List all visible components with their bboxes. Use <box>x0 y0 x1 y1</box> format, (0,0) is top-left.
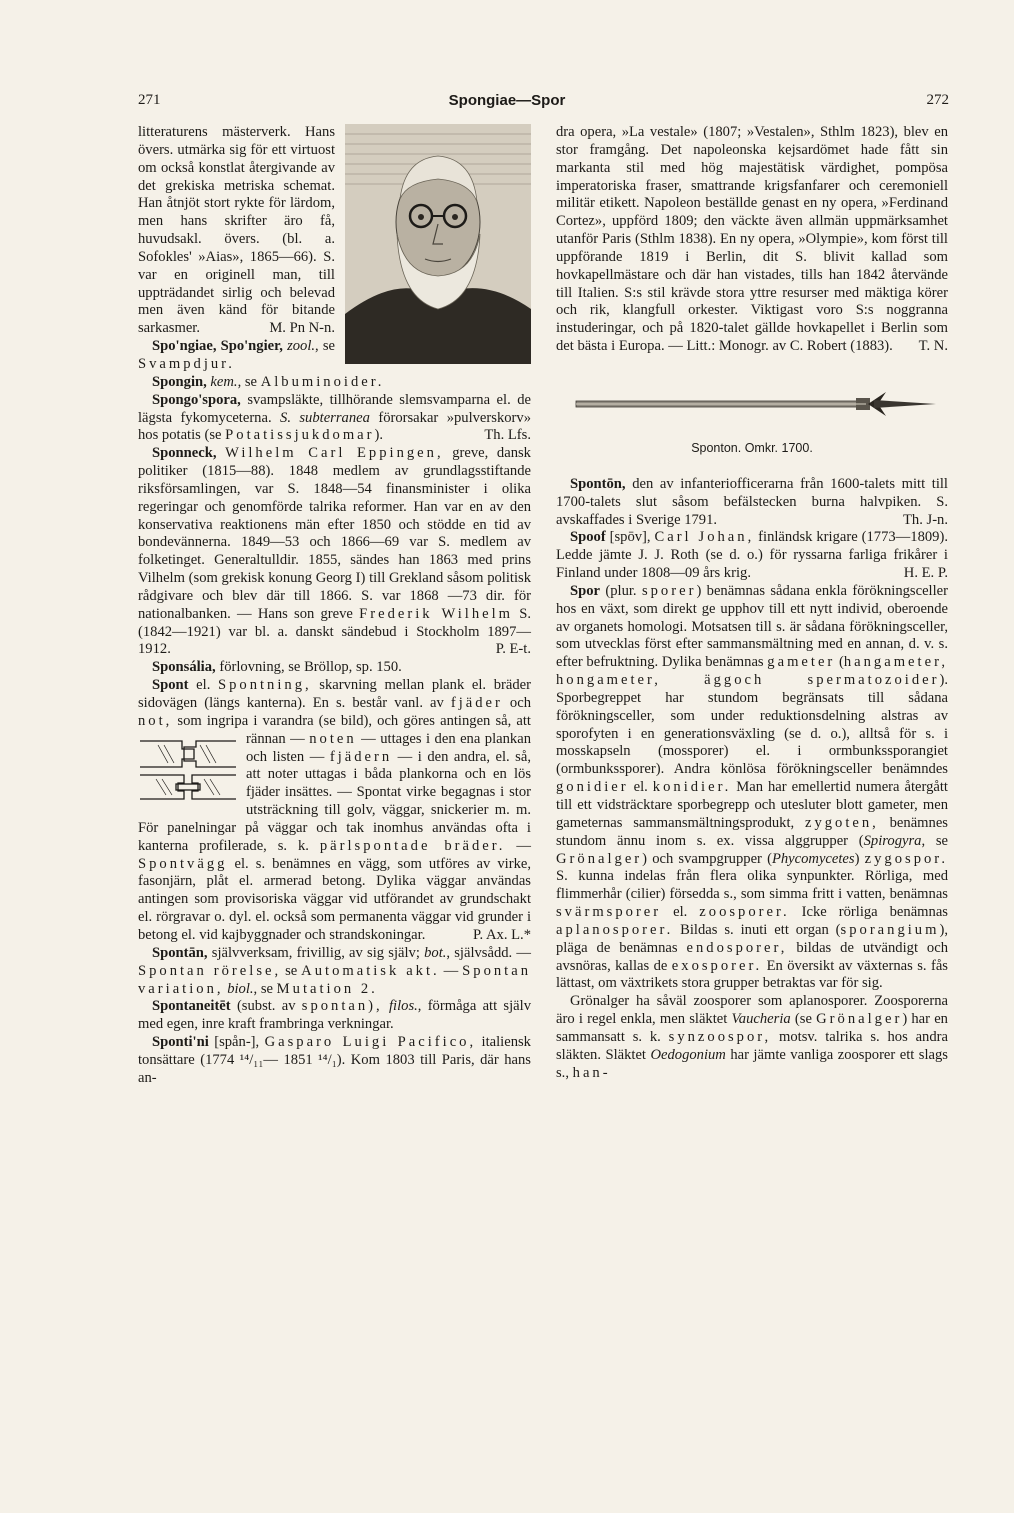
entry-text: Icke rörliga benämnas <box>801 904 948 921</box>
term: gameter <box>767 654 836 671</box>
portrait-image <box>345 124 531 364</box>
abbreviation: zool. <box>287 338 316 355</box>
term: svärmsporer <box>556 904 662 921</box>
portrait-engraving <box>345 124 531 364</box>
abbreviation: filos. <box>388 998 418 1015</box>
author-signature: T. N. <box>918 338 948 355</box>
entry-text: Bildas s. inuti ett organ ( <box>680 921 841 938</box>
term: fjäder <box>450 695 503 711</box>
entry-text: (plur. <box>605 582 637 599</box>
entry-text: svampsläkte, tillhörande slemsvamparna el. de lägsta fykomyceterna. <box>138 391 531 426</box>
entry-headword: Sponsália, <box>152 659 216 676</box>
entry-sponsalia <box>138 659 531 677</box>
entry-continuation <box>556 124 948 356</box>
sponton-figure <box>556 374 948 434</box>
entry-text: el. <box>633 779 648 796</box>
entry-spor-gronalger <box>556 993 948 1082</box>
right-column <box>556 124 948 1083</box>
term: exosporer. <box>671 957 763 974</box>
entry-text: el. <box>673 904 688 921</box>
entry-text: ), pläga de benämnas <box>556 921 948 956</box>
left-column <box>138 124 531 1088</box>
term: spontan), <box>301 998 383 1015</box>
person-name: Wilhelm Carl Eppingen, <box>225 445 444 462</box>
entry-headword: Spoof <box>570 529 606 546</box>
person-name: Carl Johan, <box>654 529 755 546</box>
page-number-right: 272 <box>926 92 949 108</box>
term: not, <box>138 712 173 729</box>
abbreviation: bot. <box>424 944 447 961</box>
entry-text: förorsakar »pulverskorv» hos potatis (se <box>138 409 531 444</box>
entry-text: , se <box>315 338 335 355</box>
entry-text: (se <box>794 1011 812 1028</box>
sponton-illustration <box>556 374 948 434</box>
entry-text: , se <box>921 832 948 849</box>
term: Spontvägg <box>138 855 228 872</box>
term: Spontan rörelse, <box>138 962 282 979</box>
entry-text: — <box>516 837 531 854</box>
entry-text: dra opera, »La vestale» (1807; »Vestalen», Sthlm 1823), blev en stor framgång. Det napoleonska kejsardömet hade fått sin markanta stil med hög majestätisk värdighet, pompösa imperatoriska fraser, smattrande krigsfanfarer och ceremoniell militär etikett. Napoleon beställde genast en ny opera, »Ferdinand Cortez», uppförd 1809; den väckte även allmän uppmärksamhet utanför Paris (Sthlm 1838). En ny opera, »Olympie», kom först till uppförande 1819 i Berlin, dit S. blivit kallad som hovkapellmästare och där han vistades, tills han 1842 återvände till Italien. S:s stil krävde stora yttre resurser med mäktiga körer och rik, klangfull orkester. Viktigast voro S:s noggranna instuderingar, och på 1820-talet gällde hovkapellet i Berlin som det bästa i Europa. — Litt.: Monogr. av C. Robert (1883). <box>556 124 948 355</box>
entry-text: S. kunna indelas från flera olika synpunkter. Rörliga, med flimmerhår (cilier) försedda s., som simma fritt i vatten, benämnas <box>556 868 948 903</box>
figure-caption: Sponton. Omkr. 1700. <box>691 440 813 455</box>
entry-sponneck <box>138 445 531 659</box>
entry-headword: Spongo'spora, <box>152 391 241 408</box>
term: aplanosporer. <box>556 921 674 938</box>
author-signature: P. E-t. <box>495 641 531 658</box>
entry-sponton <box>556 476 948 530</box>
joint-diagram <box>138 735 238 805</box>
entry-text: greve, dansk politiker (1815—88). 1848 medlem av grundlagsstiftande riksförsamlingen, var S. 1848—54 finansminister i olika regeringar och genomförde talrika reformer. Han var en av den konservativa reaktionens män efter 1850 och stödde en tid av bondevännerna. 1849—53 och 1866—69 var S. medlem av folketinget. Generaltulldir. 1855, sändes han 1863 med prins Vilhelm (som grekisk konung Georg I) till Grekland såsom politisk rådgivare och blev där till 1866. S. var 1868 —73 dir. för nationalbanken. — Hans son greve <box>138 445 531 622</box>
cross-reference: Automatisk akt. <box>301 962 440 979</box>
page-number-left: 271 <box>138 92 161 108</box>
entry-text: Grönalger ha såväl zoosporer som aplanosporer. Zoosporerna äro i regel enkla, men släktet <box>556 993 948 1028</box>
term: gonidier <box>556 779 629 796</box>
species-name: Spirogyra <box>863 832 922 849</box>
term: zoosporer. <box>699 904 790 921</box>
entry-spongin <box>138 374 531 392</box>
entry-text: motsv. talrika s. hos andra släkten. Släktet <box>556 1028 948 1063</box>
term: synzoospor, <box>668 1028 772 1045</box>
entry-headword: Spont <box>152 677 189 694</box>
entry-text: el. <box>196 677 211 694</box>
entry-text: förlovning, se <box>219 659 301 676</box>
page-header <box>0 92 1014 116</box>
entry-text: — i den andra, el. så, att noter uttagas i båda plankorna och en lös fjäder insättes. — Spontat virke begagnas i stor utsträckning till golv, väggar, snickerier m. m. För panelningar på väggar och tak inomhus användas ofta i kanterna profilerade, s. k. <box>138 748 531 854</box>
entry-text: och <box>509 695 531 711</box>
species-name: Phycomycetes <box>771 850 855 867</box>
entry-text: En översikt av växternas s. fås lättast, om växtrikets stora grupper betraktas var för sig. <box>556 957 948 992</box>
term: han- <box>572 1064 611 1081</box>
entry-text: ) benämnas sådana enkla förökningsceller hos en växt, som direkt ge upphov till ett nytt individ, oberoende av organets homologi. Motsatsen till s. är sådana förökningsceller, som utvecklas först efter sammansmältning med en annan, d. v. s. efter befruktning. Dylika benämnas <box>556 582 948 671</box>
entry-text: har jämte vanliga zoosporer ett slags s., <box>556 1046 948 1081</box>
entry-text: ) har en sammansatt s. k. <box>556 1011 948 1045</box>
entry-text: benämnes stundom ännu inom s. ex. vissa alggrupper ( <box>556 814 948 849</box>
entry-headword: Spo'ngiae, Spo'ngier, <box>152 338 283 355</box>
term: Spontan variation, <box>138 962 531 997</box>
author-signature: P. Ax. L.* <box>473 926 531 943</box>
cross-reference: Mutation 2. <box>276 980 378 997</box>
entry-text: , självsådd. — <box>446 944 531 961</box>
entry-text: självverksam, frivillig, av sig själv; <box>211 944 420 961</box>
entry-headword: Sponti'ni <box>152 1034 209 1051</box>
entry-text: ). Sporbegreppet har stundom begränsats till sådana förökningsceller, som under reduktionsdelning alstras av sporofyten i en generationsväxling (se d. o.), alltså för s. i mosskapseln (mossporer) el. i ormbunkssporangiet (ormbunkssporer). Andra könlösa förökningsceller benämndes <box>556 672 948 778</box>
entry-spontini <box>138 1034 531 1088</box>
author-signature: H. E. P. <box>903 565 948 582</box>
entry-spontan <box>138 945 531 999</box>
entry-text: finländsk krigare (1773—1809). Ledde jämte J. J. Roth (se d. o.) för ryssarna farliga frikårer i Finland under 1808—09 års krig. <box>556 529 948 582</box>
entry-spor <box>556 583 948 993</box>
entry-text: den av infanteriofficerarna från 1600-talets mitt till 1700-talets slut såsom befälstecken burna halvpiken. S. avskaffades i Sverige 1791. <box>556 475 948 528</box>
entry-spoof <box>556 529 948 583</box>
entry-text: , se <box>253 980 274 997</box>
entry-headword: Sponneck, <box>152 445 217 462</box>
entry-headword: Spor <box>570 582 601 599</box>
term: sporer <box>641 582 697 599</box>
entry-text: Man har emellertid numera återgått till ett vidsträcktare sporbegrepp och utesluter blott gameter, men gameternas sammansmältningsprodukt, <box>556 779 948 831</box>
entry-text: — <box>443 962 459 979</box>
entry-text: litteraturens mästerverk. Hans övers. utmärka sig för ett virtuost om också konstlat återgivande av det grekiska metriska schemat. Han åtnjöt stort rykte för lärdom, men hans skrifter äro få, huvudsakl. övers. (bl. a. Sofokles' »Aias», 1865—66). S. var en originell man, till uppträdandet sirlig och belevad men även känd för bitande sarkasmer. <box>138 124 335 337</box>
entry-text: ). <box>374 427 384 444</box>
species-name: S. subterranea <box>280 409 370 426</box>
cross-reference: Svampdjur. <box>138 355 235 372</box>
abbreviation: biol. <box>227 980 254 997</box>
entry-text: el. s. benämnes en vägg, som utföres av virke, fasonjärn, plåt el. armerad betong. Dylika väggar användas antingen som provisoriska väggar vid utförandet av grundschakt el. rörgravar o. dyl. el. också som permanenta väggar vid grunder i betong el. vid kajbyggnader och strandskoningar. <box>138 855 531 943</box>
author-signature: Th. J-n. <box>903 511 948 528</box>
entry-text: , förmåga att själv med egen, inre kraft frambringa verkningar. <box>138 998 531 1033</box>
entry-spongospora <box>138 392 531 446</box>
cross-reference: Grönalger <box>816 1011 903 1028</box>
entry-text: — uttages i den ena plankan och listen — <box>246 730 531 765</box>
term: pärlspontade bräder. <box>319 837 506 854</box>
entry-headword: Spongin, <box>152 373 207 390</box>
entry-text: se <box>285 962 298 979</box>
species-name: Vaucheria <box>731 1011 791 1028</box>
entry-text: ) <box>854 850 860 867</box>
entry-text: , se <box>237 373 258 390</box>
entry-text: skarvning mellan plank el. bräder sidovägen (längs kanterna). En s. består vanl. av <box>138 677 531 711</box>
tongue-groove-figure <box>138 735 238 805</box>
running-title: Spongiae—Spor <box>448 92 566 109</box>
entry-headword: Spontōn, <box>570 475 626 492</box>
author-signature: Th. Lfs. <box>484 427 531 444</box>
person-name: Gasparo Luigi Pacifico, <box>264 1034 477 1051</box>
term: Spontning, <box>217 677 312 694</box>
entry-text: S. (1842—1921) var bl. a. danskt sändebud i Stockholm 1897— 1912. <box>138 605 531 658</box>
term: sporangium <box>840 921 940 938</box>
person-name: Frederik Wilhelm <box>359 605 514 622</box>
author-signature: M. Pn N-n. <box>269 320 335 337</box>
entry-text: italiensk tonsättare (1774 ¹⁴/₁₁— 1851 ¹⁴/₁). Kom 1803 till Paris, där hans an- <box>138 1034 531 1086</box>
species-name: Oedogonium <box>650 1046 726 1063</box>
entry-text: som ingripa i varandra (se bild), och göres antingen så, att rännan — <box>177 712 531 747</box>
entry-text: [spōv], <box>609 529 651 546</box>
term: noten <box>309 730 357 747</box>
abbreviation: kem. <box>210 373 238 390</box>
entry-text: ( <box>838 654 844 671</box>
entry-spont <box>138 677 531 945</box>
term: zygospor. <box>864 850 948 867</box>
entry-spontaneitet <box>138 998 531 1034</box>
entry-text: ) och svampgrupper ( <box>642 850 772 867</box>
term: fjädern <box>329 748 393 765</box>
cross-reference: Potatissjukdomar <box>225 427 375 444</box>
entry-headword: Spontān, <box>152 944 208 961</box>
cross-reference: Grönalger <box>556 850 643 867</box>
term: endosporer, <box>686 939 788 956</box>
entry-text: (subst. av <box>236 998 296 1015</box>
entry-text: [spån-], <box>214 1034 260 1051</box>
entry-headword: Spontaneitēt <box>152 998 231 1015</box>
term: konidier. <box>652 779 732 796</box>
cross-reference: Albuminoider. <box>260 373 385 390</box>
cross-reference: Bröllop, sp. 150. <box>304 659 402 676</box>
term: hangameter, hongameter, äggoch spermatozoider <box>556 654 948 689</box>
term: zygoten, <box>804 814 879 831</box>
entry-text: bildas de utvändigt och avsnöras, kallas de <box>556 939 948 974</box>
